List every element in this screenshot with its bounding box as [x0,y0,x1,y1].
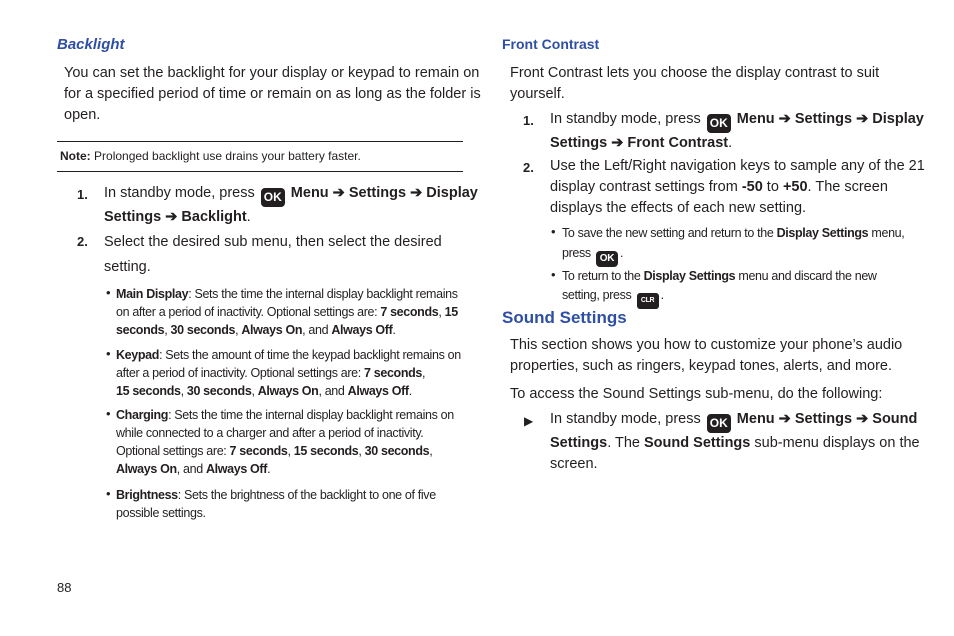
keypad-line [116,346,461,364]
ok-key-icon: OK [596,251,618,267]
contrast-max: +50 [782,179,808,195]
period: . [619,246,624,260]
backlight-heading: Backlight [57,36,125,53]
bullet-dot: • [106,486,111,501]
step-1-text: In standby mode, press [104,185,255,201]
keypad-desc: : Sets the amount of time the keypad backlight remains on [159,348,461,362]
bullet-dot: • [106,406,111,421]
step-1-period: . [246,209,251,225]
option-15s: 15 [444,305,458,319]
intro-line: for a specified period of time or remain on as long as the folder is [64,86,481,102]
comma: , [422,366,426,380]
front-contrast-intro [510,63,879,105]
sound-access-line: To access the Sound Settings sub-menu, do the following: [510,386,883,402]
separator: , [251,384,258,398]
bullet-main-display [116,285,458,339]
period: . [728,135,733,151]
brightness-line [116,486,436,504]
step-1-line-2 [104,207,478,228]
sound-step [550,409,920,475]
sound-step-line: screen. [550,456,598,472]
and-text: , and [176,462,206,476]
bullet-dot: • [551,224,556,239]
step-1-menu-path-2: Settings ➔ Backlight [104,209,247,225]
main-display-line [116,303,458,321]
period: . [267,462,271,476]
discard-line [562,267,877,285]
bullet-dot: • [551,267,556,282]
fc-step-1-menu-path: Menu ➔ Settings ➔ Display [736,111,924,127]
option-30s: 30 seconds [364,444,430,458]
keypad-term: Keypad [116,348,160,362]
arrow-icon: ▶ [524,414,534,428]
to-text: to [762,179,783,195]
option-30s: 30 seconds [186,384,252,398]
note-text: Prolonged backlight use drains your battery faster. [94,149,361,163]
display-settings-term: Display Settings [643,269,736,283]
option-15s: 15 seconds [293,444,359,458]
bullet-charging [116,406,454,478]
separator: , [358,444,365,458]
step-2 [104,230,442,280]
charging-desc: : Sets the time the internal display backlight remains on [168,408,454,422]
keypad-line [116,382,461,400]
comma: , [429,444,433,458]
option-always-off: Always Off [331,323,393,337]
separator: , [164,323,171,337]
main-display-term: Main Display [116,287,189,301]
fc-step-2 [550,156,925,219]
save-line [562,224,904,242]
sound-step-bold: Settings [550,435,608,451]
option-always-off: Always Off [205,462,268,476]
fc-intro-line: Front Contrast lets you choose the display contrast to suit [510,65,880,81]
press-text: setting, press [562,288,632,302]
fc-step-1 [550,109,924,154]
discard-text: To return to the [562,269,644,283]
ok-key-icon: OK [261,188,285,207]
charging-line [116,460,454,478]
step-2-line-2: setting. [104,259,151,275]
option-7s: 7 seconds [229,444,288,458]
intro-line: You can set the backlight for your display or keypad to remain on [64,65,480,81]
sound-step-line [550,409,920,433]
brightness-line: possible settings. [116,506,206,520]
fc-step-1-menu-path-2: Settings ➔ Front Contrast [550,135,729,151]
sound-intro [510,335,902,377]
main-display-line [116,285,458,303]
option-15s-cont: seconds [116,323,165,337]
brightness-term: Brightness [116,488,178,502]
period: . [660,288,664,302]
fc-step-1-line-2 [550,133,924,154]
step-1-line-1 [104,183,478,207]
step-1 [104,183,478,228]
keypad-text: after a period of inactivity. Optional settings are: [116,366,365,380]
sound-step-line [550,433,920,454]
bullet-dot: • [106,285,111,300]
period: . [392,323,396,337]
bullet-brightness [116,486,436,522]
sound-step-text: In standby mode, press [550,411,701,427]
fc-step-1-number: 1. [523,113,534,128]
step-2-number: 2. [77,234,88,249]
option-always-on: Always On [257,384,319,398]
fc-step-1-text: In standby mode, press [550,111,701,127]
save-text: menu, [868,226,905,240]
sound-step-text: . The [607,435,645,451]
page-number: 88 [57,580,72,595]
option-always-on: Always On [241,323,303,337]
sub-bullet-discard [562,267,877,309]
main-display-desc: : Sets the time the internal display backlight remains [188,287,458,301]
sub-bullet-save [562,224,904,267]
save-text: To save the new setting and return to the [562,226,777,240]
note-top-rule [57,141,463,142]
step-1-number: 1. [77,187,88,202]
period: . [408,384,412,398]
ok-key-icon: OK [707,414,731,433]
clr-key-icon: CLR [637,293,659,309]
discard-line [562,286,877,309]
sound-settings-term: Sound Settings [644,435,751,451]
display-settings-term: Display Settings [776,226,869,240]
intro-line: open. [64,107,101,123]
sound-intro-line: This section shows you how to customize your phone’s audio [510,337,903,353]
main-display-line [116,321,458,339]
charging-line [116,406,454,424]
option-always-off: Always Off [347,384,409,398]
fc-step-2-text: display contrast settings from [550,179,742,195]
save-line [562,244,904,267]
charging-line [116,442,454,460]
option-15s: 15 seconds [116,384,181,398]
step-2-line-1: Select the desired sub menu, then select the desired [104,234,442,250]
fc-step-1-line-1 [550,109,924,133]
note-bottom-rule [57,171,463,172]
keypad-line [116,364,461,382]
separator: , [235,323,242,337]
fc-step-2-line: Use the Left/Right navigation keys to sample any of the 21 [550,158,925,174]
press-text: press [562,246,591,260]
step-1-menu-path: Menu ➔ Settings ➔ Display [290,185,478,201]
fc-step-2-text: . The screen [807,179,888,195]
front-contrast-heading: Front Contrast [502,36,600,52]
charging-text: Optional settings are: [116,444,230,458]
contrast-min: -50 [741,179,763,195]
sound-step-text: sub-menu displays on the [750,435,920,451]
and-text: , and [302,323,332,337]
note [60,149,361,163]
note-label: Note: [60,149,91,163]
main-display-text: on after a period of inactivity. Optional settings are: [116,305,381,319]
sound-intro-line: properties, such as ringers, keypad tones, alerts, and more. [510,358,893,374]
fc-step-2-number: 2. [523,160,534,175]
separator: , [180,384,187,398]
sound-step-menu-path: Menu ➔ Settings ➔ Sound [736,411,918,427]
charging-term: Charging [116,408,169,422]
bullet-dot: • [106,346,111,361]
sound-settings-heading: Sound Settings [502,308,627,327]
option-7s: 7 seconds [364,366,423,380]
fc-step-2-line [550,177,925,198]
and-text: , and [318,384,348,398]
bullet-keypad [116,346,461,400]
discard-text: menu and discard the new [735,269,877,283]
option-7s: 7 seconds [380,305,439,319]
option-always-on: Always On [116,462,177,476]
brightness-desc: : Sets the brightness of the backlight to one of five [177,488,436,502]
backlight-intro [64,63,481,126]
option-30s: 30 seconds [170,323,236,337]
separator: , [287,444,294,458]
ok-key-icon: OK [707,114,731,133]
charging-line: while connected to a charger and after a period of inactivity. [116,426,424,440]
fc-intro-line: yourself. [510,86,565,102]
fc-step-2-line: displays the effects of each new setting. [550,200,807,216]
separator: , [438,305,445,319]
